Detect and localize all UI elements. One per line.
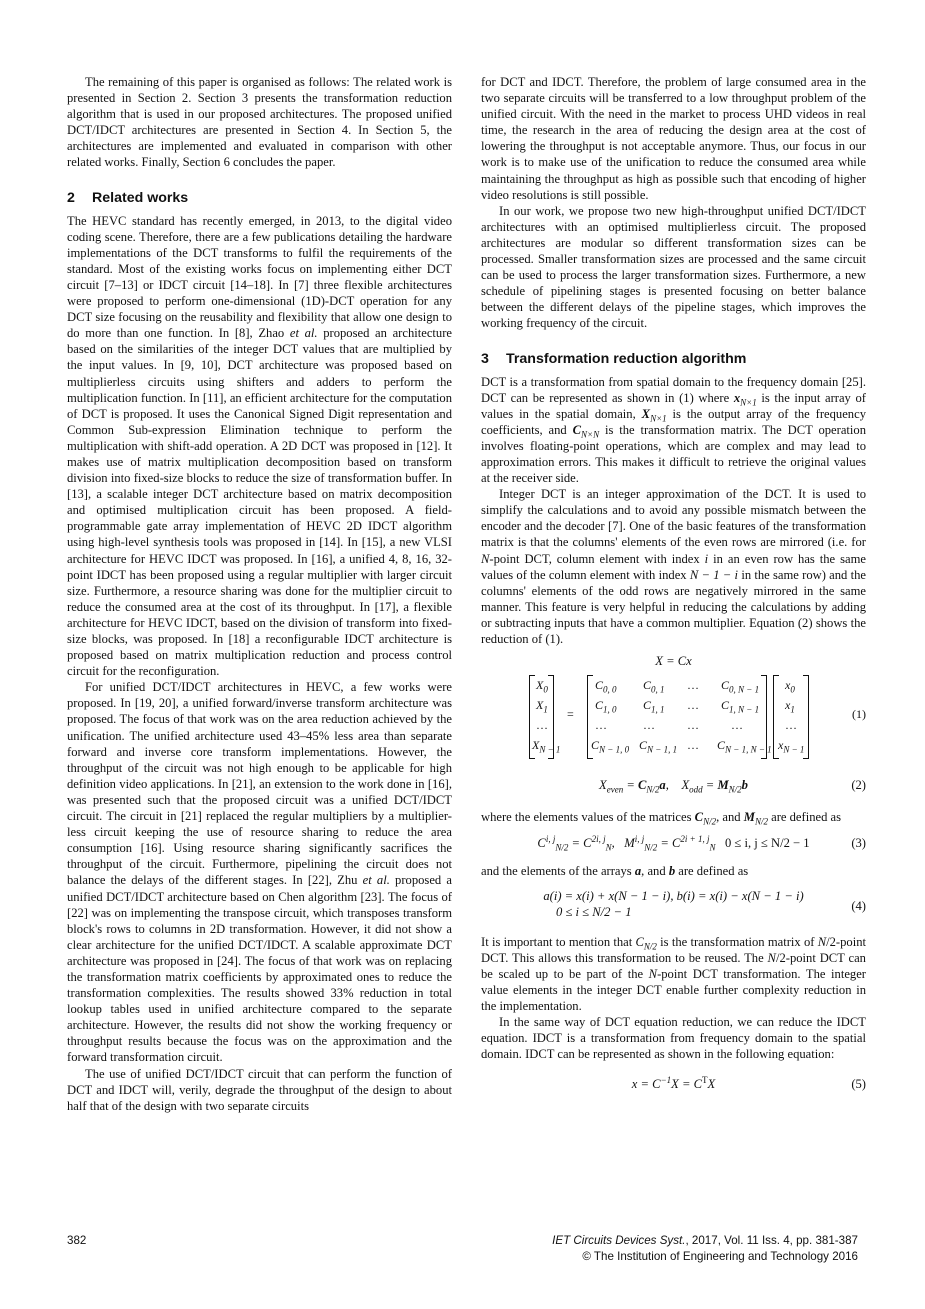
arrays-paragraph: and the elements of the arrays a, and b are defined as	[481, 864, 749, 879]
section-3-heading: 3 Transformation reduction algorithm	[481, 350, 747, 367]
equation-1-matrix: $X_0$ $X_1$ … $X_{N - 1}$ = $C_{0, 0}$ $C_{0, 1}$ … $C_{0, N - 1}$ $C_{1, 0}$ $C_{1, 1}$ … $C_{1, N - 1}$ … … … … $C_{N - 1, 0}$ $C_{N - 1, 1}$ … $C_{N - 1, N - 1}$ $x_0$ $x_1$ … $x_{N - 1}$ (1)	[481, 673, 866, 765]
equation-4-number: (4)	[851, 898, 866, 913]
equation-5: $x = C^{-1}X = C^TX$ (5)	[631, 1075, 866, 1092]
related-works-paragraph-1: The HEVC standard has recently emerged, in 2013, to the digital video coding scene. Therefore, there are a few publications detailing the hardware implementations of the DCT transforms to fulfil the requirements of the standard. Most of the existing works focus on implementing either DCT circuit [7–13] or IDCT circuit [14–18]. In [7] three flexible architectures were proposed to perform one-dimensional (1D)-DCT operation for any DCT size focusing on the reusability and flexibility that allow one design to do more than one function. In [8], Zhao et al. proposed an architecture based on the similarities of the integer DCT values that are multiplied by the input values. In [9, 10], DCT architecture was proposed based on multiplierless circuits using shifters and adders to perform the multiplication function. In [11], an efficient architecture for the computation of DCT is proposed. It uses the Canonical Signed Digit representation and Common Sub-expression Elimination technique to perform the multiplication with shift-add operation. A 2D DCT was proposed in [12]. It makes use of matrix multiplication decomposition based on transform division into fixed-size blocks to reduce the size of transformation buffer. In [13], a scalable integer DCT architecture based on matrix decomposition and optimised multiplication circuit has been proposed. A field-programmable gate array implementation of HEVC 2D IDCT algorithm using high-level synthesis tools was proposed in [14]. In [15], a new VLSI architecture for HEVC IDCT was proposed. In [16], a unified 4, 8, 16, 32-point IDCT has been proposed using a regular multiplier with larger circuit size. Furthermore, a resource sharing was done for the multiplier circuit to reduce the consumed area at the cost of its throughput. In [17], a flexible architecture for HEVC IDCT, based on the division of transform into fixed-size blocks, was proposed. In [18] a reconfigurable IDCT architecture is proposed based on matrix multiplication reduction and process control circuit for the reconfiguration.	[67, 213, 452, 679]
related-works-paragraph-2: For unified DCT/IDCT architectures in HEVC, a few works were proposed. In [19, 20], a unified forward/inverse transform architecture was proposed. The focus of that work was on the area reduction achieved by the unification. The unified architecture used 43–45% less area than separate forward and inverse core transform implementations. However, the throughput of the circuit was not high enough to be applicable for high definition video applications. In [21], an extension to the work done in [16], was presented such that the proposed circuit was a unified DCT/IDCT circuit. The circuit in [21] replaced the regular multipliers by a multiplier-less circuit keeping the use of resource sharing to reduce the area consumption [16]. Using resource sharing significantly sacrifices the throughput of the circuit. Furthermore, pipelining the circuit does not balance the delays of the different stages. In [22], Zhu et al. proposed a unified DCT/IDCT architecture based on Chen algorithm [23]. The focus of [22] was on implementing the transpose circuit, which transposes transform block's rows to columns in 2D transformation. However, it did not show a clear architecture for the unified DCT/IDCT. A scalable approximate DCT architecture was proposed in [24]. The focus of that work was on replacing the transformation matrix coefficients by approximated ones to reduce the transformation complexities. The results showed 33% reduction in total lookup tables used in unified architecture compared to the separate architecture. However, the results did not show the working frequency or throughput results because the focus was on the approximation and the forward transformation circuit.	[67, 680, 452, 1065]
intro-paragraph: The remaining of this paper is organised as follows: The related work is presented in Section 2. Section 3 presents the transformation reduction algorithm that is used in our proposed architectures. The proposed unified DCT/IDCT architectures are presented in Section 4. In Section 5, the architectures are implemented and evaluated in comparison with other related works. Finally, Section 6 concludes the paper.	[67, 75, 452, 170]
right-paragraph-2: In our work, we propose two new high-throughput unified DCT/IDCT architectures with an optimised multiplierless circuit. The proposed architectures are modular so different transformation sizes can be processed. Smaller transformation sizes are processed and the same circuit can be used to process the larger transformation sizes. Furthermore, a new schedule of pipelining stages is presented focusing on better balance between the different delays of the pipeline stages, which improves the working frequency of the circuit.	[481, 203, 866, 331]
related-works-paragraph-3: The use of unified DCT/IDCT circuit that can perform the function of DCT and IDCT will, verily, degrade the throughput of the design to about half that of the design with two separate circuits	[67, 1066, 452, 1113]
dct-definition-paragraph: DCT is a transformation from spatial domain to the frequency domain [25]. DCT can be represented as shown in (1) where $x_{N\times 1}$ is the input array of values in the spatial domain, $X_{N\times 1}$ is the output array of the frequency coefficients, and $C_{N\times N}$ is the transformation matrix. The DCT operation involves floating-point operations, which are complex and may lead to approximation errors. This makes it difficult to retrieve the original values at the receiver side.	[481, 374, 867, 486]
equation-4: a(i) = x(i) + x(N − 1 − i), b(i) = x(i) − x(N − 1 − i) 0 ≤ i ≤ N/2 − 1 (4)	[543, 888, 866, 919]
equation-5-number: (5)	[851, 1077, 866, 1092]
integer-dct-paragraph: Integer DCT is an integer approximation of the DCT. It is used to simplify the calculations and to avoid any possible mismatch between the encoder and the decoder [7]. One of the basic features of the transformation matrix is that the columns' elements of the even rows are mirrored (i.e. for N-point DCT, column element with index i in an even row has the same values of the column element with index N − 1 − i in the same row) and the columns' elements of the odd rows are negatively mirrored in the same manner. This feature is very helpful in reducing the calculations by adding or subtracting inputs that have a common multiplier. Equation (2) shows the reduction of (1).	[481, 487, 866, 646]
section-2-heading: 2 Related works	[67, 189, 189, 206]
equation-2-number: (2)	[851, 778, 866, 793]
equation-x-cx: X = Cx	[655, 654, 692, 669]
page-number: 382	[67, 1234, 87, 1247]
journal-name: IET Circuits Devices Syst.	[552, 1234, 686, 1247]
reuse-paragraph: It is important to mention that $C_{N/2}$ is the transformation matrix of N/2-point DCT. This allows this transformation to be reused. The N/2-point DCT can be scaled up to be part of the N-point DCT transformation. The integer value elements in the integer DCT enable further complexity reduction in the implementation.	[481, 934, 866, 1013]
left-column	[67, 74, 452, 1114]
idct-paragraph: In the same way of DCT equation reduction, we can reduce the IDCT equation. IDCT is a transformation from frequency domain to the spatial domain. IDCT can be represented as shown in the following equation:	[481, 1015, 866, 1062]
equation-1-number: (1)	[852, 707, 866, 722]
citation-details: , 2017, Vol. 11 Iss. 4, pp. 381-387	[685, 1234, 858, 1247]
equation-3-number: (3)	[851, 836, 866, 851]
right-paragraph-1: for DCT and IDCT. Therefore, the problem of large consumed area in the two separate circuits will be transferred to a low throughput problem of the unified circuit. With the need in the market to process UHD videos in real time, the research in the area of reducing the design area at the cost of lowering the throughput is not acceptable anymore. Thus, our focus in our work is to make use of the unification to reduce the consumed area while maintaining the throughput as high as possible such that encoding of higher video resolutions is still possible.	[481, 75, 866, 202]
copyright: © The Institution of Engineering and Technology 2016	[582, 1250, 858, 1263]
equation-3: $C^{i, j}_{N/2} = C^{2i, j}_N$, $M^{i, j}_{N/2} = C^{2i + 1, j}_N$ 0 ≤ i, j ≤ N/2 − 1 (3)	[537, 834, 866, 853]
right-column	[481, 74, 866, 1092]
footer-citation	[552, 1233, 858, 1265]
matrix-elements-paragraph: where the elements values of the matrices $C_{N/2}$, and $M_{N/2}$ are defined as	[481, 810, 842, 827]
equation-2: $X_{even} = C_{N/2}a$, $X_{odd} = M_{N/2}b$ (2)	[599, 778, 866, 795]
